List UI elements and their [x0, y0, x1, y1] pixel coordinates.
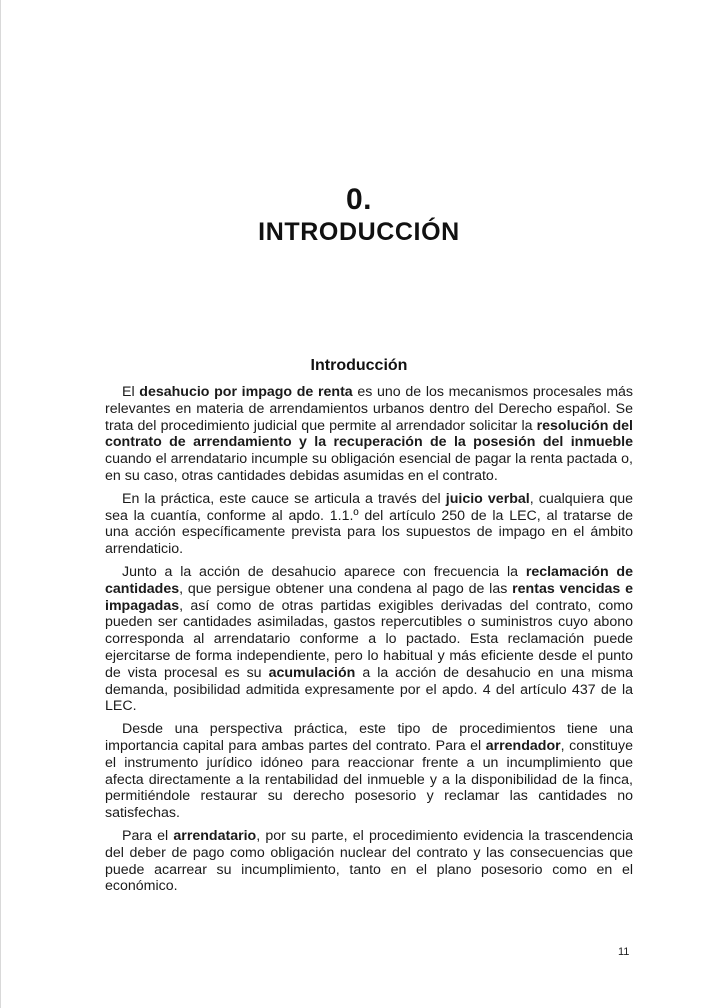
bold-text: desahucio por impago de renta: [139, 384, 353, 400]
paragraph: [105, 564, 633, 715]
chapter-title: INTRODUCCIÓN: [258, 218, 460, 246]
text-run: Junto a la acción de desahucio aparece con frecuencia la: [122, 563, 526, 580]
bold-text: rentas vencidas e impagadas: [105, 580, 633, 614]
text-run: a la acción de desahucio en una misma demanda, posibilidad admitida expresamente por el apdo. 4 del artículo 437 de la LEC.: [105, 664, 633, 715]
text-run: es uno de los mecanismos procesales más relevantes en materia de arrendamientos urbanos dentro del Derecho español. Se trata del procedimiento judicial que permite al arrendador solicitar la: [105, 384, 633, 434]
text-run: , por su parte, el procedimiento evidencia la trascendencia del deber de pago como obligación nuclear del contrato y las consecuencias que puede acarrear su incumplimiento, tanto en el plano posesorio como en el económico.: [105, 827, 633, 895]
text-run: , que persigue obtener una condena al pago de las: [179, 580, 513, 597]
section-heading: Introducción: [310, 357, 408, 374]
paragraph: [105, 491, 633, 558]
bold-text: arrendatario: [173, 827, 257, 844]
chapter-number: 0.: [345, 183, 373, 216]
text-run: Desde una perspectiva práctica, este tipo de procedimientos tiene una importancia capital para ambas partes del contrato. Para el: [105, 721, 633, 754]
text-run: Para el: [122, 827, 174, 844]
text-run: El: [122, 384, 140, 400]
paragraph: [105, 828, 633, 895]
page-number: 11: [618, 946, 630, 958]
paragraph: [105, 384, 633, 485]
bold-text: juicio verbal: [445, 490, 530, 507]
bold-text: acumulación: [268, 664, 356, 681]
text-run: , cualquiera que sea la cuantía, conforme al apdo. 1.1.º del artículo 250 de la LEC, al tratarse de una acción específicamente prevista para los supuestos de impago en el ámbito arrendaticio.: [105, 490, 633, 558]
body-text: [105, 384, 633, 901]
text-run: En la práctica, este cauce se articula a través del: [122, 490, 446, 507]
paragraph: [105, 721, 633, 822]
bold-text: resolución del contrato de arrendamiento y la recuperación de la posesión del inmueble: [105, 417, 633, 451]
text-run: cuando el arrendatario incumple su obligación esencial de pagar la renta pactada o, en su caso, otras cantidades debidas asumidas en el contrato.: [105, 451, 633, 484]
text-run: , constituye el instrumento jurídico idóneo para reaccionar frente a un incumplimiento que afecta directamente a la rentabilidad del inmueble y a la disponibilidad de la finca, permitiéndole restaurar su derecho posesorio y reclamar las cantidades no satisfechas.: [105, 737, 633, 822]
text-run: , así como de otras partidas exigibles derivadas del contrato, como pueden ser cantidades asimiladas, gastos repercutibles o suministros cuyo abono corresponda al arrendatario conforme a lo pactado. Esta reclamación puede ejercitarse de forma independiente, pero lo habitual y más eficiente desde el punto de vista procesal es su: [105, 597, 633, 681]
bold-text: arrendador: [485, 737, 561, 754]
bold-text: reclamación de cantidades: [105, 563, 633, 597]
page-edge: [0, 0, 1, 1008]
